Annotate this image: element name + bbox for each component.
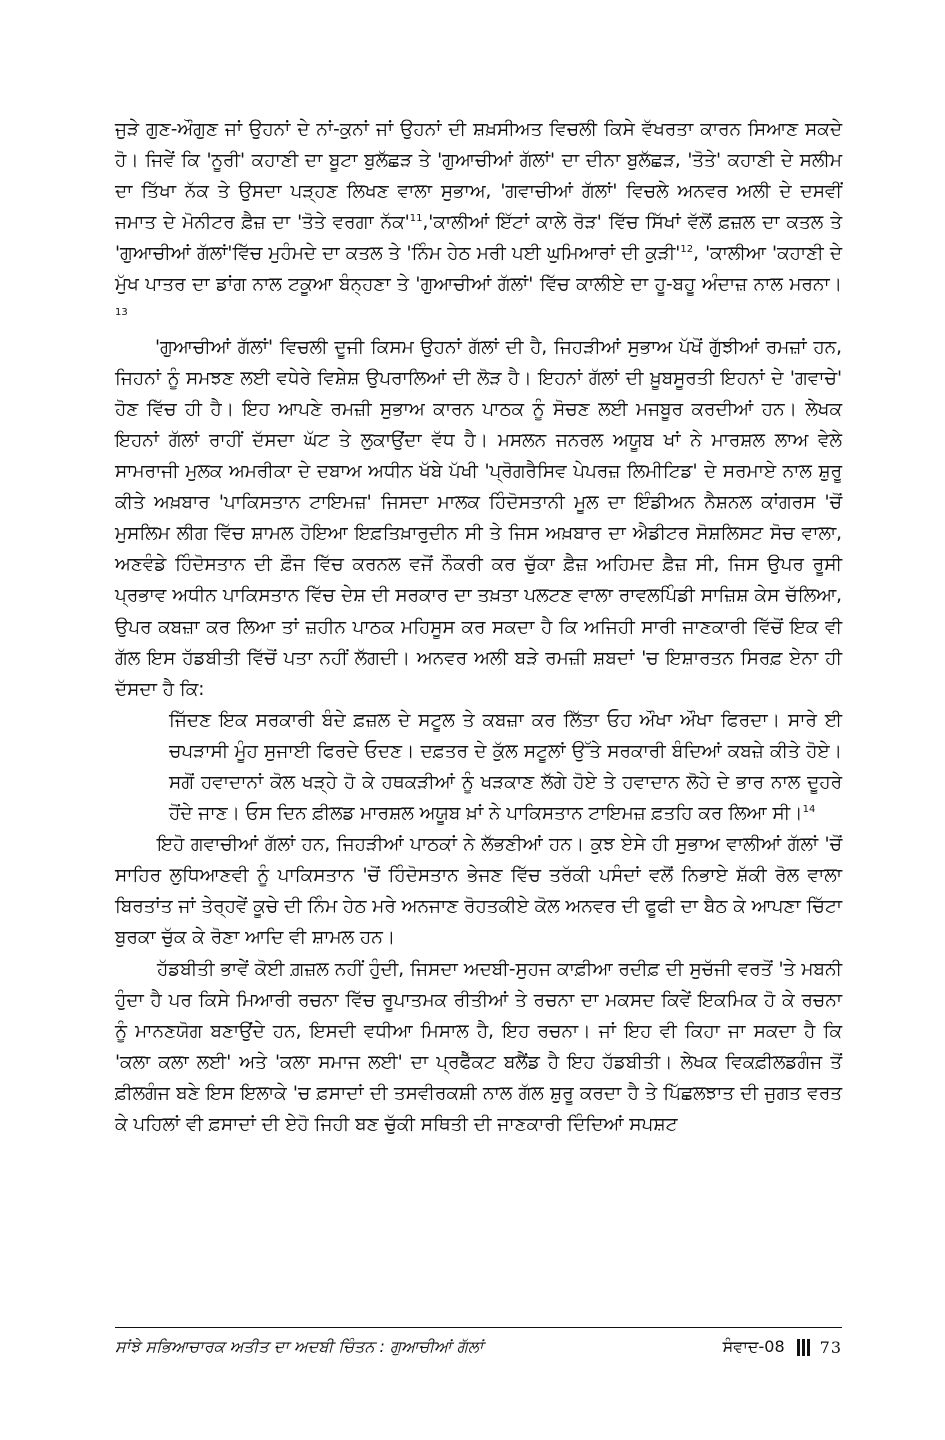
paragraph-4: ਹੱਡਬੀਤੀ ਭਾਵੇਂ ਕੋਈ ਗ਼ਜ਼ਲ ਨਹੀਂ ਹੁੰਦੀ, ਜਿਸਦਾ ਅਦਬੀ-ਸੁਹਜ ਕਾਫ਼ੀਆ ਰਦੀਫ਼ ਦੀ ਸੁਚੱਜੀ ਵਰਤੋਂ 'ਤੇ ਮਬਨੀ ਹੁੰਦਾ ਹੈ ਪਰ ਕਿਸੇ ਮਿਆਰੀ ਰਚਨਾ ਵਿੱਚ ਰੂਪਾਤਮਕ ਰੀਤੀਆਂ ਤੇ ਰਚਨਾ ਦਾ ਮਕਸਦ ਕਿਵੇਂ ਇਕਮਿਕ ਹੋ ਕੇ ਰਚਨਾ ਨੂੰ ਮਾਨਣਯੋਗ ਬਣਾਉਂਦੇ ਹਨ, ਇਸਦੀ ਵਧੀਆ ਮਿਸਾਲ ਹੈ, ਇਹ ਰਚਨਾ। ਜਾਂ ਇਹ ਵੀ ਕਿਹਾ ਜਾ ਸਕਦਾ ਹੈ ਕਿ 'ਕਲਾ ਕਲਾ ਲਈ' ਅਤੇ 'ਕਲਾ ਸਮਾਜ ਲਈ' ਦਾ ਪ੍ਰਫੈੱਕਟ ਬਲੈਂਡ ਹੈ ਇਹ ਹੱਡਬੀਤੀ। ਲੇਖਕ ਵਿਕਫ਼ੀਲਡਗੰਜ ਤੋਂ ਫ਼ੀਲਗੰਜ ਬਣੇ ਇਸ ਇਲਾਕੇ 'ਚ ਫ਼ਸਾਦਾਂ ਦੀ ਤਸਵੀਰਕਸ਼ੀ ਨਾਲ ਗੱਲ ਸ਼ੁਰੂ ਕਰਦਾ ਹੈ ਤੇ ਪਿੱਛਲਝਾਤ ਦੀ ਜੁਗਤ ਵਰਤ ਕੇ ਪਹਿਲਾਂ ਵੀ ਫ਼ਸਾਦਾਂ ਦੀ ਏਹੋ ਜਿਹੀ ਬਣ ਚੁੱਕੀ ਸਥਿਤੀ ਦੀ ਜਾਣਕਾਰੀ ਦਿੰਦਿਆਂ ਸਪਸ਼ਟ (115, 958, 842, 1135)
paragraph-1: ਜੁੜੇ ਗੁਣ-ਔਗੁਣ ਜਾਂ ਉਹਨਾਂ ਦੇ ਨਾਂ-ਕੁਨਾਂ ਜਾਂ ਉਹਨਾਂ ਦੀ ਸ਼ਖ਼ਸੀਅਤ ਵਿਚਲੀ ਕਿਸੇ ਵੱਖਰਤਾ ਕਾਰਨ ਸਿਆਣ ਸਕਦੇ ਹੋ। ਜਿਵੇਂ ਕਿ 'ਨੂਰੀ' ਕਹਾਣੀ ਦਾ ਬੂਟਾ ਬੁਲੱਛੜ ਤੇ 'ਗੁਆਚੀਆਂ ਗੱਲਾਂ' ਦਾ ਦੀਨਾ ਬੁਲੱਛੜ, 'ਤੋਤੇ' ਕਹਾਣੀ ਦੇ ਸਲੀਮ ਦਾ ਤਿੱਖਾ ਨੱਕ ਤੇ ਉਸਦਾ ਪੜ੍ਹਣ ਲਿਖਣ ਵਾਲਾ ਸੁਭਾਅ, 'ਗਵਾਚੀਆਂ ਗੱਲਾਂ' ਵਿਚਲੇ ਅਨਵਰ ਅਲੀ ਦੇ ਦਸਵੀਂ ਜਮਾਤ ਦੇ ਮੋਨੀਟਰ ਫ਼ੈਜ਼ ਦਾ 'ਤੋਤੇ ਵਰਗਾ $ਨੱਕ'^{11},'ਕਾਲੀਆਂ$ ਇੱਟਾਂ ਕਾਲੇ ਰੋੜ' ਵਿੱਚ ਸਿੱਖਾਂ ਵੱਲੋਂ ਫ਼ਜ਼ਲ ਦਾ ਕਤਲ ਤੇ 'ਗੁਆਚੀਆਂ ਗੱਲਾਂ'ਵਿੱਚ ਮੁਹੰਮਦੇ ਦਾ ਕਤਲ ਤੇ 'ਨਿੰਮ ਹੇਠ ਮਰੀ ਪਈ ਘੁਮਿਆਰਾਂ ਦੀ $ਕੁੜੀ'^{12}$, 'ਕਾਲੀਆ 'ਕਹਾਣੀ ਦੇ ਮੁੱਖ ਪਾਤਰ ਦਾ ਡਾਂਗ ਨਾਲ ਟਕੂਆ ਬੰਨ੍ਹਣਾ ਤੇ 'ਗੁਆਚੀਆਂ ਗੱਲਾਂ' ਵਿੱਚ ਕਾਲੀਏ ਦਾ ਹੂ-ਬਹੂ ਅੰਦਾਜ਼ ਨਾਲ ਮਰਨਾ।$^{13}$ (115, 119, 842, 318)
block-quote: ਜਿੱਦਣ ਇਕ ਸਰਕਾਰੀ ਬੰਦੇ ਫ਼ਜ਼ਲ ਦੇ ਸਟੂਲ ਤੇ ਕਬਜ਼ਾ ਕਰ ਲਿੱਤਾ ਓਹ ਔਖਾ ਔਖਾ ਫਿਰਦਾ। ਸਾਰੇ ਈ ਚਪੜਾਸੀ ਮੂੰਹ ਸੁਜਾਈ ਫਿਰਦੇ ਓਦਣ। ਦਫ਼ਤਰ ਦੇ ਕੁੱਲ ਸਟੂਲਾਂ ਉੱਤੇ ਸਰਕਾਰੀ ਬੰਦਿਆਂ ਕਬਜ਼ੇ ਕੀਤੇ ਹੋਏ। ਸਗੋਂ ਹਵਾਦਾਨਾਂ ਕੋਲ ਖੜ੍ਹੇ ਹੋ ਕੇ ਹਥਕੜੀਆਂ ਨੂੰ ਖੜਕਾਣ ਲੱਗੇ ਹੋਏ ਤੇ ਹਵਾਦਾਨ ਲੋਹੇ ਦੇ ਭਾਰ ਨਾਲ ਦੂਹਰੇ ਹੋਂਦੇ ਜਾਣ। ਓਸ ਦਿਨ ਫ਼ੀਲਡ ਮਾਰਸ਼ਲ ਅਯੂਬ ਖ਼ਾਂ ਨੇ ਪਾਕਿਸਤਾਨ ਟਾਇਮਜ਼ ਫ਼ਤਹਿ ਕਰ ਲਿਆ ਸੀ।$^{14}$ (169, 709, 842, 825)
footer-journal-info (723, 1337, 842, 1357)
footnote-ref-14: 14 (802, 803, 816, 815)
footnote-ref-12: 12 (680, 244, 694, 256)
footnote-ref-13: 13 (115, 306, 128, 318)
journal-name: ਸੰਵਾਦ-08 (722, 1337, 785, 1356)
paragraph-3: ਇਹੋ ਗਵਾਚੀਆਂ ਗੱਲਾਂ ਹਨ, ਜਿਹੜੀਆਂ ਪਾਠਕਾਂ ਨੇ ਲੱਭਣੀਆਂ ਹਨ। ਕੁਝ ਏਸੇ ਹੀ ਸੁਭਾਅ ਵਾਲੀਆਂ ਗੱਲਾਂ 'ਚੋਂ ਸਾਹਿਰ ਲੁਧਿਆਣਵੀ ਨੂੰ ਪਾਕਿਸਤਾਨ 'ਚੋਂ ਹਿੰਦੋਸਤਾਨ ਭੇਜਣ ਵਿੱਚ ਤਰੱਕੀ ਪਸੰਦਾਂ ਵਲੋਂ ਨਿਭਾਏ ਸ਼ੱਕੀ ਰੋਲ ਵਾਲਾ ਬਿਰਤਾਂਤ ਜਾਂ ਤੇਰ੍ਹਵੇਂ ਕੂਚੇ ਦੀ ਨਿੰਮ ਹੇਠ ਮਰੇ ਅਨਜਾਣ ਰੋਹਤਕੀਏ ਕੋਲ ਅਨਵਰ ਦੀ ਫੂਫੀ ਦਾ ਬੈਠ ਕੇ ਆਪਣਾ ਚਿੱਟਾ ਬੁਰਕਾ ਚੁੱਕ ਕੇ ਰੋਣਾ ਆਦਿ ਵੀ ਸ਼ਾਮਲ ਹਨ। (115, 834, 842, 949)
page-number: 73 (819, 1337, 842, 1357)
footnote-ref-11: 11 (409, 213, 423, 225)
paragraph-2: 'ਗੁਆਚੀਆਂ ਗੱਲਾਂ' ਵਿਚਲੀ ਦੂਜੀ ਕਿਸਮ ਉਹਨਾਂ ਗੱਲਾਂ ਦੀ ਹੈ, ਜਿਹੜੀਆਂ ਸੁਭਾਅ ਪੱਖੋਂ ਗੁੱਝੀਆਂ ਰਮਜ਼ਾਂ ਹਨ, ਜਿਹਨਾਂ ਨੂੰ ਸਮਝਣ ਲਈ ਵਧੇਰੇ ਵਿਸ਼ੇਸ਼ ਉਪਰਾਲਿਆਂ ਦੀ ਲੋੜ ਹੈ। ਇਹਨਾਂ ਗੱਲਾਂ ਦੀ ਖ਼ੂਬਸੂਰਤੀ ਇਹਨਾਂ ਦੇ 'ਗਵਾਚੇ' ਹੋਣ ਵਿੱਚ ਹੀ ਹੈ। ਇਹ ਆਪਣੇ ਰਮਜ਼ੀ ਸੁਭਾਅ ਕਾਰਨ ਪਾਠਕ ਨੂੰ ਸੋਚਣ ਲਈ ਮਜਬੂਰ ਕਰਦੀਆਂ ਹਨ। ਲੇਖਕ ਇਹਨਾਂ ਗੱਲਾਂ ਰਾਹੀਂ ਦੱਸਦਾ ਘੱਟ ਤੇ ਲੁਕਾਉਂਦਾ ਵੱਧ ਹੈ। ਮਸਲਨ ਜਨਰਲ ਅਯੂਬ ਖਾਂ ਨੇ ਮਾਰਸ਼ਲ ਲਾਅ ਵੇਲੇ ਸਾਮਰਾਜੀ ਮੁਲਕ ਅਮਰੀਕਾ ਦੇ ਦਬਾਅ ਅਧੀਨ ਖੱਬੇ ਪੱਖੀ 'ਪ੍ਰੋਗਰੈਸਿਵ ਪੇਪਰਜ਼ ਲਿਮੀਟਿਡ' ਦੇ ਸਰਮਾਏ ਨਾਲ ਸ਼ੁਰੂ ਕੀਤੇ ਅਖ਼ਬਾਰ 'ਪਾਕਿਸਤਾਨ ਟਾਇਮਜ਼' ਜਿਸਦਾ ਮਾਲਕ ਹਿੰਦੋਸਤਾਨੀ ਮੂਲ ਦਾ ਇੰਡੀਅਨ ਨੈਸ਼ਨਲ ਕਾਂਗਰਸ 'ਚੋਂ ਮੁਸਲਿਮ ਲੀਗ ਵਿੱਚ ਸ਼ਾਮਲ ਹੋਇਆ ਇਫ਼ਤਿਖ਼ਾਰੁਦੀਨ ਸੀ ਤੇ ਜਿਸ ਅਖ਼ਬਾਰ ਦਾ ਐਡੀਟਰ ਸੋਸ਼ਲਿਸਟ ਸੋਚ ਵਾਲਾ, ਅਣਵੰਡੇ ਹਿੰਦੋਸਤਾਨ ਦੀ ਫ਼ੌਜ ਵਿੱਚ ਕਰਨਲ ਵਜੋਂ ਨੌਕਰੀ ਕਰ ਚੁੱਕਾ ਫ਼ੈਜ਼ ਅਹਿਮਦ ਫ਼ੈਜ਼ ਸੀ, ਜਿਸ ਉਪਰ ਰੂਸੀ ਪ੍ਰਭਾਵ ਅਧੀਨ ਪਾਕਿਸਤਾਨ ਵਿੱਚ ਦੇਸ਼ ਦੀ ਸਰਕਾਰ ਦਾ ਤਖ਼ਤਾ ਪਲਟਣ ਵਾਲਾ ਰਾਵਲਪਿੰਡੀ ਸਾਜ਼ਿਸ਼ ਕੇਸ ਚੱਲਿਆ, ਉਪਰ ਕਬਜ਼ਾ ਕਰ ਲਿਆ ਤਾਂ ਜ਼ਹੀਨ ਪਾਠਕ ਮਹਿਸੂਸ ਕਰ ਸਕਦਾ ਹੈ ਕਿ ਅਜਿਹੀ ਸਾਰੀ ਜਾਣਕਾਰੀ ਵਿੱਚੋਂ ਇਕ ਵੀ ਗੱਲ ਇਸ ਹੱਡਬੀਤੀ ਵਿੱਚੋਂ ਪਤਾ ਨਹੀਂ ਲੱਗਦੀ। ਅਨਵਰ ਅਲੀ ਬੜੇ ਰਮਜ਼ੀ ਸ਼ਬਦਾਂ 'ਚ ਇਸ਼ਾਰਤਨ ਸਿਰਫ਼ ਏਨਾ ਹੀ ਦੱਸਦਾ ਹੈ ਕਿ: (115, 336, 842, 700)
body-text (115, 114, 842, 1140)
running-footer-title: ਸਾਂਝੇ ਸਭਿਆਚਾਰਕ ਅਤੀਤ ਦਾ ਅਦਬੀ ਚਿੰਤਨ : ਗੁਆਚੀਆਂ ਗੱਲਾਂ (115, 1337, 484, 1356)
footer-rule (115, 1327, 842, 1328)
separator-bars-icon (797, 1339, 810, 1356)
